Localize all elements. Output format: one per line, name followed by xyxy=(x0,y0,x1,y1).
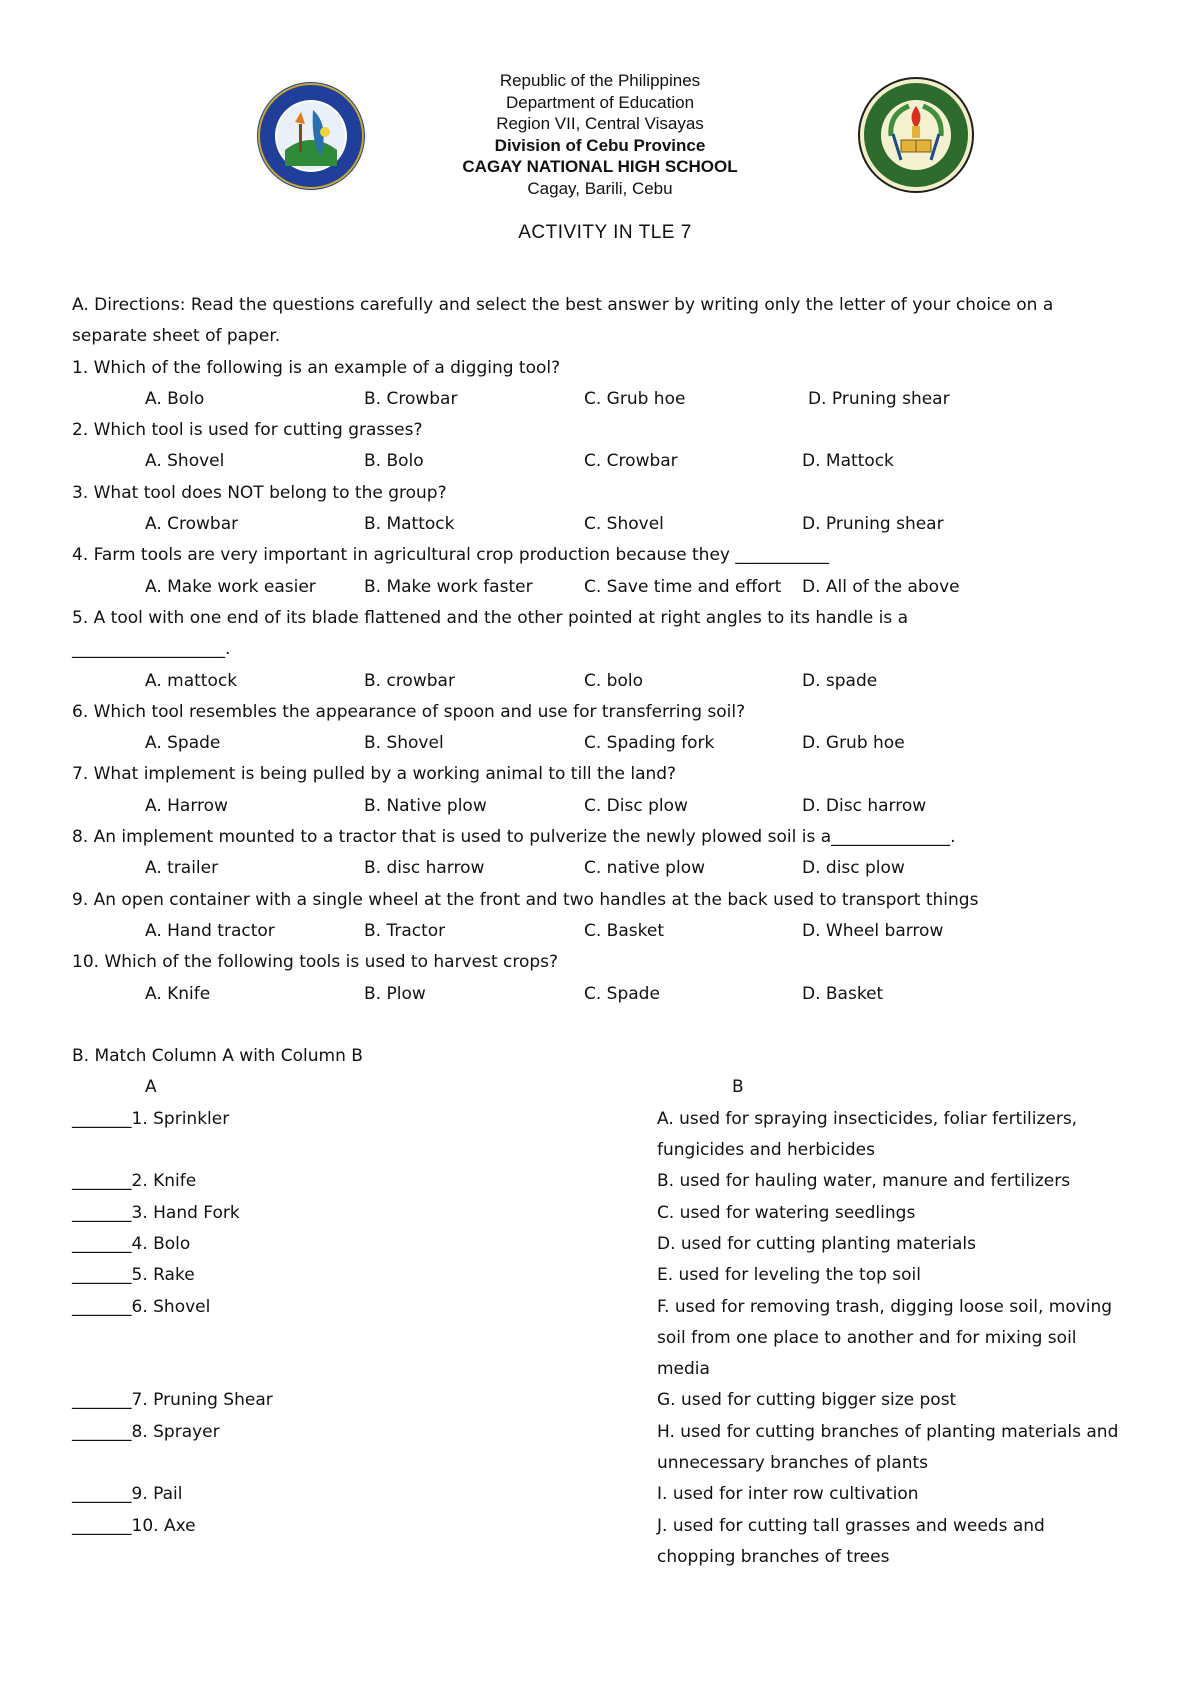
answer-choices xyxy=(72,791,1132,822)
column-a-item: _______3. Hand Fork xyxy=(72,1202,240,1223)
answer-choices xyxy=(72,979,1132,1010)
choice-c: C. Crowbar xyxy=(584,451,678,472)
column-a-item: _______2. Knife xyxy=(72,1171,197,1192)
header-line-republic: Republic of the Philippines xyxy=(499,71,701,90)
directions-text: A. Directions: Read the questions carefully and select the best answer by writing only the letter of your choice on a separate sheet of paper. xyxy=(72,295,1054,347)
column-b-item: B. used for hauling water, manure and fertilizers xyxy=(657,1171,1071,1192)
worksheet-body xyxy=(72,290,1132,1573)
choice-c: C. bolo xyxy=(584,670,643,691)
column-b-item: G. used for cutting bigger size post xyxy=(657,1390,957,1411)
match-row xyxy=(72,1292,1132,1386)
match-row xyxy=(72,1479,1132,1510)
choice-d: D. Mattock xyxy=(802,451,894,472)
choice-b: B. disc harrow xyxy=(364,858,485,879)
match-column-headers xyxy=(72,1072,1132,1103)
choice-b: B. Plow xyxy=(364,983,426,1004)
choice-b: B. crowbar xyxy=(364,670,455,691)
question-text: 3. What tool does NOT belong to the group? xyxy=(72,482,447,503)
match-row xyxy=(72,1511,1132,1574)
choice-d: D. Basket xyxy=(802,983,884,1004)
match-row xyxy=(72,1104,1132,1167)
choice-b: B. Bolo xyxy=(364,451,424,472)
header-line-department: Department of Education xyxy=(505,92,695,112)
column-b-item: A. used for spraying insecticides, foliar fertilizers, fungicides and herbicides xyxy=(657,1108,1078,1161)
choice-d: D. disc plow xyxy=(802,858,905,879)
choice-c: C. Spade xyxy=(584,983,660,1004)
question-text: 10. Which of the following tools is used to harvest crops? xyxy=(72,952,559,973)
column-b-item: I. used for inter row cultivation xyxy=(657,1484,919,1505)
choice-b: B. Native plow xyxy=(364,795,487,816)
answer-choices xyxy=(72,572,1132,603)
choice-a: A. Knife xyxy=(145,983,211,1004)
answer-choices xyxy=(72,916,1132,947)
choice-c: C. Spading fork xyxy=(584,733,715,754)
choice-b: B. Shovel xyxy=(364,733,444,754)
document-header xyxy=(0,70,1200,199)
choice-d: D. All of the above xyxy=(802,576,960,597)
column-b-item: H. used for cutting branches of planting materials and unnecessary branches of plants xyxy=(657,1421,1119,1473)
column-a-item: _______4. Bolo xyxy=(72,1233,191,1254)
answer-choices xyxy=(72,446,1132,477)
match-heading: B. Match Column A with Column B xyxy=(72,1046,363,1067)
column-a-item: _______7. Pruning Shear xyxy=(72,1390,273,1411)
choice-c: C. native plow xyxy=(584,858,706,879)
choice-a: A. Shovel xyxy=(145,451,225,472)
question-text: 5. A tool with one end of its blade flattened and the other pointed at right angles to its handle is a xyxy=(72,607,909,628)
choice-c: C. Grub hoe xyxy=(584,388,686,409)
choice-b: B. Crowbar xyxy=(364,388,458,409)
question-text: 7. What implement is being pulled by a working animal to till the land? xyxy=(72,764,677,785)
choice-d: D. Disc harrow xyxy=(802,795,927,816)
match-list xyxy=(72,1104,1132,1573)
header-division: Division of Cebu Province xyxy=(494,135,706,155)
question-text: 9. An open container with a single wheel at the front and two handles at the back used to transport things xyxy=(72,889,979,910)
column-a-label: A xyxy=(145,1077,157,1098)
column-b-item: E. used for leveling the top soil xyxy=(657,1265,921,1286)
choice-c: C. Shovel xyxy=(584,514,664,535)
choice-b: B. Tractor xyxy=(364,920,446,941)
choice-b: B. Make work faster xyxy=(364,576,533,597)
choice-d: D. Pruning shear xyxy=(808,388,950,409)
column-a-item: _______1. Sprinkler xyxy=(72,1108,230,1129)
column-a-item: _______9. Pail xyxy=(72,1484,183,1505)
column-b-label: B xyxy=(732,1077,744,1098)
question-blank-line: __________________. xyxy=(72,639,231,660)
column-b-item: D. used for cutting planting materials xyxy=(657,1233,976,1254)
question-text: 2. Which tool is used for cutting grasses? xyxy=(72,420,423,441)
choice-a: A. Hand tractor xyxy=(145,920,275,941)
answer-choices xyxy=(72,384,1132,415)
question-text: 4. Farm tools are very important in agricultural crop production because they ___________ xyxy=(72,545,829,566)
choice-a: A. Harrow xyxy=(145,795,228,816)
column-a-item: _______6. Shovel xyxy=(72,1296,211,1317)
match-row xyxy=(72,1385,1132,1416)
header-address: Cagay, Barili, Cebu xyxy=(527,178,673,198)
choice-c: C. Disc plow xyxy=(584,795,688,816)
answer-choices xyxy=(72,509,1132,540)
column-a-item: _______10. Axe xyxy=(72,1515,196,1536)
choice-a: A. Spade xyxy=(145,733,221,754)
choice-a: A. trailer xyxy=(145,858,219,879)
match-row xyxy=(72,1260,1132,1291)
answer-choices xyxy=(72,666,1132,697)
choice-a: A. mattock xyxy=(145,670,238,691)
column-b-item: F. used for removing trash, digging loose soil, moving soil from one place to another and for mixing soil media xyxy=(657,1296,1113,1380)
answer-choices xyxy=(72,853,1132,884)
header-school-name: CAGAY NATIONAL HIGH SCHOOL xyxy=(462,157,738,176)
column-b-item: C. used for watering seedlings xyxy=(657,1202,916,1223)
column-a-item: _______5. Rake xyxy=(72,1265,195,1286)
question-text: 6. Which tool resembles the appearance of spoon and use for transferring soil? xyxy=(72,701,746,722)
choice-b: B. Mattock xyxy=(364,514,455,535)
choice-a: A. Crowbar xyxy=(145,514,239,535)
page-title: ACTIVITY IN TLE 7 xyxy=(518,222,692,243)
column-a-item: _______8. Sprayer xyxy=(72,1421,220,1442)
choice-c: C. Basket xyxy=(584,920,664,941)
choice-a: A. Bolo xyxy=(145,388,205,409)
match-row xyxy=(72,1229,1132,1260)
choice-c: C. Save time and effort xyxy=(584,576,782,597)
choice-d: D. Wheel barrow xyxy=(802,920,944,941)
question-list xyxy=(72,353,1132,1010)
choice-d: D. Grub hoe xyxy=(802,733,905,754)
choice-d: D. spade xyxy=(802,670,878,691)
match-row xyxy=(72,1198,1132,1229)
match-row xyxy=(72,1417,1132,1480)
choice-a: A. Make work easier xyxy=(145,576,316,597)
question-text: 8. An implement mounted to a tractor that is used to pulverize the newly plowed soil is a______________. xyxy=(72,827,956,848)
choice-d: D. Pruning shear xyxy=(802,514,944,535)
answer-choices xyxy=(72,728,1132,759)
question-text: 1. Which of the following is an example of a digging tool? xyxy=(72,357,561,378)
column-b-item: J. used for cutting tall grasses and weeds and chopping branches of trees xyxy=(657,1515,1045,1567)
header-line-region: Region VII, Central Visayas xyxy=(496,114,704,133)
match-row xyxy=(72,1166,1132,1197)
